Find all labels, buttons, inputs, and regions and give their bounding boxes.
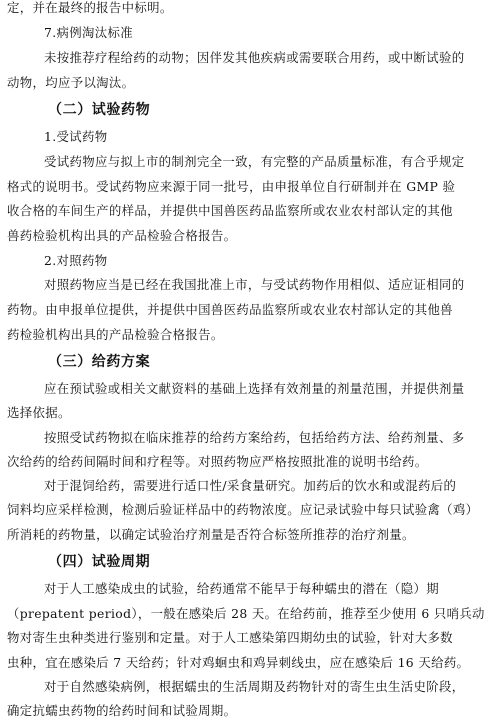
body-line: 按照受试药物拟在临床推荐的给药方案给药，包括给药方法、给药剂量、多 [44,430,465,445]
body-line: （prepatent period），一般在感染后 28 天。在给药前，推荐至少使用 6 只哨兵动 [7,606,485,621]
list-heading: 7.病例淘汰标准 [44,25,133,40]
body-line: 兽药检验机构出具的产品检验合格报告。 [7,228,237,243]
body-line: 动物，均应予以淘汰。 [7,75,135,90]
body-line: 饲料均应采样检测，检测后验证样品中的药物浓度。应记录试验中每只试验禽（鸡） [7,502,479,517]
body-line: 药物。由申报单位提供，并提供中国兽医药品监察所或农业农村部认定的其他兽 [7,302,453,317]
list-heading: 1.受试药物 [44,129,108,144]
body-line: 定，并在最终的报告中标明。 [7,0,173,15]
body-line: 物对寄生虫种类进行鉴别和定量。对于人工感染第四期幼虫的试验，针对大多数 [7,630,453,645]
section-heading: （三）给药方案 [48,354,151,370]
body-line: 次给药的给药间隔时间和疗程等。对照药物应严格按照批准的说明书给药。 [7,454,428,469]
body-line: 未按推荐疗程给药的动物；因伴发其他疾病或需要联合用药，或中断试验的 [44,50,465,65]
body-line: 对于人工感染成虫的试验，给药通常不能早于每种蠕虫的潜在（隐）期 [44,581,439,596]
body-line: 所消耗的药物量，以确定试验治疗剂量是否符合标签所推荐的治疗剂量。 [7,527,415,542]
body-line: 应在预试验或相关文献资料的基础上选择有效剂量的剂量范围，并提供剂量 [44,381,465,396]
body-line: 对于混饲给药，需要进行适口性/采食量研究。加药后的饮水和或混药后的 [44,478,457,493]
section-heading: （四）试验周期 [48,554,151,570]
body-line: 虫种，宜在感染后 7 天给药；针对鸡蛔虫和鸡异刺线虫，应在感染后 16 天给药。 [7,655,470,670]
list-heading: 2.对照药物 [44,253,108,268]
body-line: 对照药物应当是已经在我国批准上市，与受试药物作用相似、适应证相同的 [44,277,465,292]
section-heading: （二）试验药物 [48,102,151,118]
body-line: 药检验机构出具的产品检验合格报告。 [7,327,224,342]
body-line: 格式的说明书。受试药物应来源于同一批号，由申报单位自行研制并在 GMP 验 [7,179,456,194]
body-line: 对于自然感染病例，根据蠕虫的生活周期及药物针对的寄生虫生活史阶段， [44,679,465,694]
body-line: 受试药物应与拟上市的制剂完全一致，有完整的产品质量标准，有合乎规定 [44,154,465,169]
body-line: 选择依据。 [7,405,71,420]
body-line: 收合格的车间生产的样品，并提供中国兽医药品监察所或农业农村部认定的其他 [7,203,453,218]
body-line: 确定抗蠕虫药物的给药时间和试验周期。 [7,703,237,718]
